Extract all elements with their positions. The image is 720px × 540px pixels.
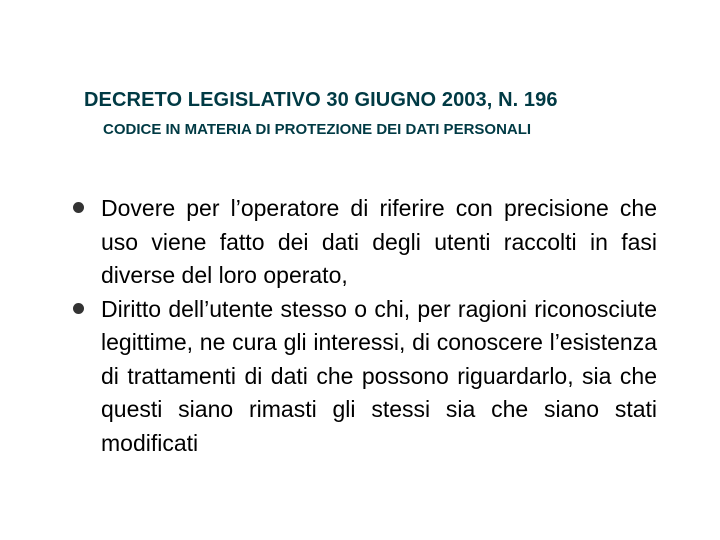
bullet-text: Diritto dell’utente stesso o chi, per ragioni riconosciute legittime, ne cura gli interessi, di conoscere l’esistenza di trattamenti di dati che possono riguardarlo, sia che questi siano rimasti gli stessi sia che siano stati modificati <box>101 295 657 456</box>
bullet-text: Dovere per l’operatore di riferire con precisione che uso viene fatto dei dati degli utenti raccolti in fasi diverse del loro operato, <box>101 195 657 288</box>
bullet-list <box>0 192 720 460</box>
bullet-dot-icon <box>73 303 84 314</box>
bullet-item <box>0 293 720 461</box>
slide-title: DECRETO LEGISLATIVO 30 GIUGNO 2003, N. 196 <box>84 89 558 111</box>
bullet-item <box>0 192 720 293</box>
bullet-dot-icon <box>73 202 84 213</box>
slide-subtitle: CODICE IN MATERIA DI PROTEZIONE DEI DATI PERSONALI <box>103 121 532 138</box>
